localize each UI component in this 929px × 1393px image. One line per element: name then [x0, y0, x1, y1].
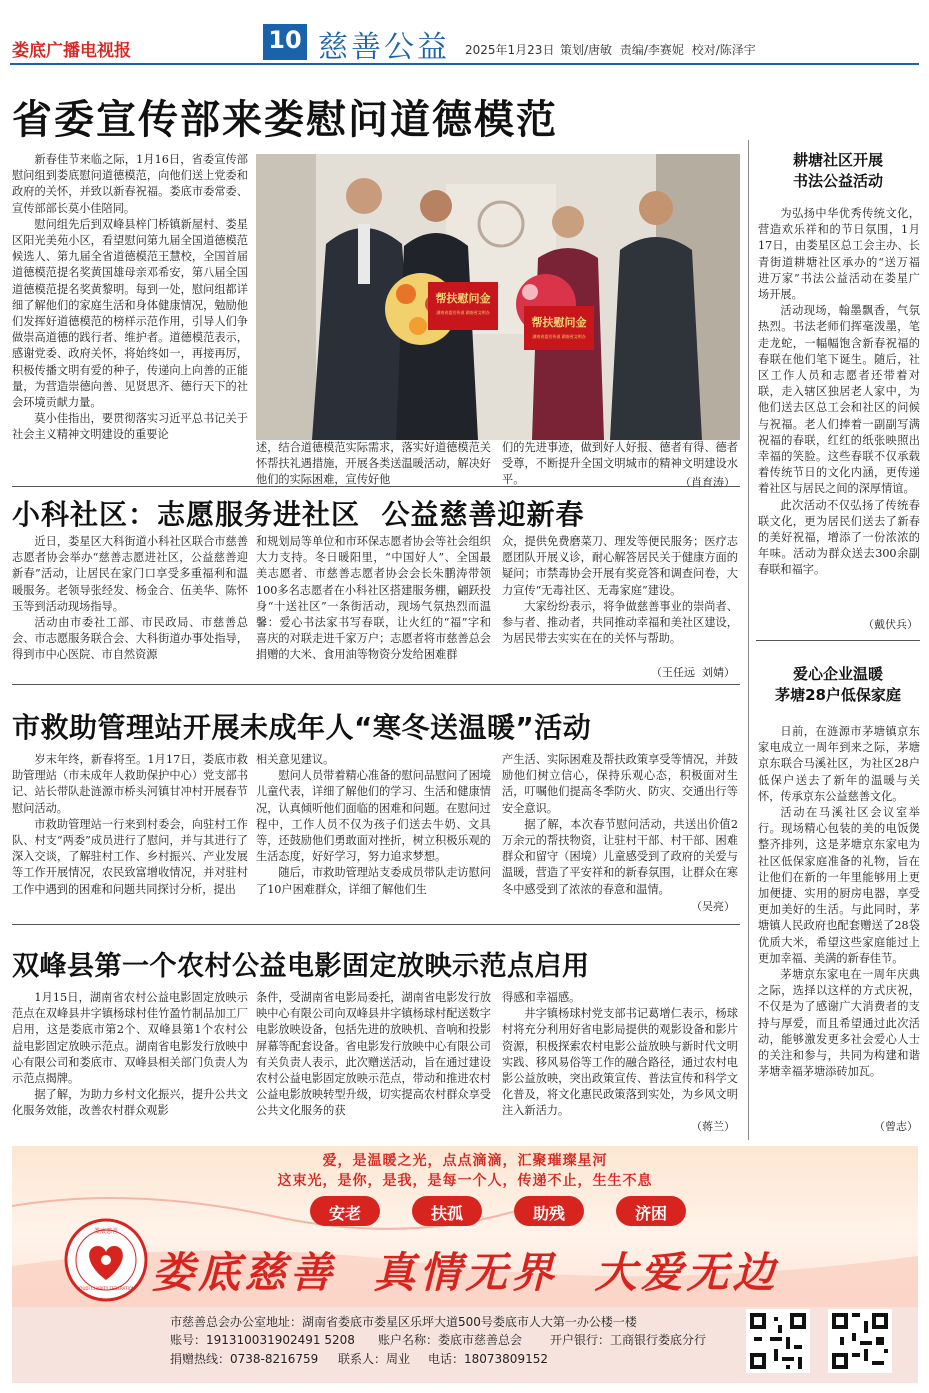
article2-column2	[256, 534, 491, 680]
info-address: 市慈善总会办公室地址：湖南省娄底市娄星区乐坪大道500号娄底市人大第一办公楼一楼	[170, 1315, 637, 1329]
article2-byline: （王任远 刘婧）	[651, 666, 735, 679]
banner-tag-label: 扶孤	[430, 1204, 463, 1223]
banner-tag-label: 安老	[328, 1204, 361, 1223]
section-title: 慈善公益	[318, 30, 450, 65]
article1-headline: 省委宣传部来娄慰问道德模范	[12, 97, 558, 143]
article1-photo	[256, 154, 740, 440]
info-hotline: 捐赠热线：0738-8216759	[170, 1352, 319, 1366]
article1-paragraph: 述，结合道德模范实际需求，落实好道德模范关怀帮扶礼遇措施，开展各类送温暖活动，解决好他们的实际困难，宣传好他	[256, 441, 491, 487]
info-phone: 电话：18073809152	[428, 1352, 548, 1366]
article3-paragraph: 据了解，本次春节慰问活动，共送出价值2万余元的帮扶物资，让驻村干部、村干部、困难群众和留守（困境）儿童感受到了政府的关爱与温暖，营造了平安祥和的新春氛围，让群众在寒冬中感受到了浓浓的春意和温情。	[502, 817, 738, 896]
article4-byline: （蒋兰）	[691, 1120, 735, 1133]
charity-banner	[12, 1146, 918, 1307]
qr-code-icon	[746, 1309, 810, 1373]
banner-line1: 爱，是温暖之光，点点滴滴，汇聚璀璨星河	[322, 1153, 608, 1169]
sidebar2-paragraph: 活动在马溪社区会议室举行。现场精心包装的美的电饭煲整齐排列，这是茅塘京东家电为社区低保家庭准备的礼物，旨在让他们在新的一年里能够用上更加便捷、实用的厨房电器，享受更加美好的生活。与此同时，茅塘镇人民政府也配套赠送了28袋优质大米，希望这些家庭能过上更加幸福、美满的新春佳节。	[758, 806, 920, 965]
banner-tag-label: 济困	[634, 1204, 667, 1223]
article2-headline: 小科社区：志愿服务进社区 公益慈善迎新春	[12, 498, 585, 531]
sidebar2-title-line1: 爱心企业温暖	[792, 665, 883, 683]
sidebar1-byline: （戴伏兵）	[863, 618, 918, 631]
article1-column2	[256, 440, 491, 490]
photo-illustration	[256, 154, 740, 440]
article4-column2	[256, 990, 491, 1136]
logo-subtext: LOUDI CHARITY FEDERATION	[77, 1286, 135, 1291]
sidebar2-paragraph: 日前，在涟源市茅塘镇京东家电成立一周年到来之际，茅塘京东联合马溪社区，为社区28户低保户送去了新年的温暖与关怀，传承京东公益慈善文化。	[758, 725, 920, 803]
sidebar1-title-line2: 书法公益活动	[792, 172, 883, 190]
info-account: 账号：191310031902491 5208	[170, 1333, 355, 1347]
sidebar1-body	[758, 206, 920, 616]
masthead	[0, 0, 929, 70]
sidebar2-paragraph: 茅塘京东家电在一周年庆典之际，选择以这样的方式庆祝，不仅是为了感谢广大消费者的支持与厚爱，而且希望通过此次活动，能够激发更多社会爱心人士的关注和参与，共同为构建和谐茅塘幸福茅塘添砖加瓦。	[758, 968, 920, 1079]
article2-paragraph: 活动由市委社工部、市民政局、市慈善总会、市志愿服务联合会、大科街道办事处指导，得到市中心医院、市自然资源	[12, 616, 248, 662]
info-account-name: 账户名称：娄底市慈善总会	[378, 1333, 523, 1347]
article4-paragraph: 条件，受湖南省电影局委托，湖南省电影发行放映中心有限公司向双峰县井字镇杨球村配送数字电影放映设备，包括先进的放映机、音响和投影屏幕等配套设备。省电影发行放映中心有限公司有关负责人表示，此次赠送活动，旨在通过建设农村公益电影固定放映示范点，带动和推进农村公益电影放映转型升级，切实提高农村群众享受公共文化服务的获	[256, 991, 491, 1118]
issue-date: 2025年1月23日	[465, 43, 555, 57]
sidebar1-paragraph: 此次活动不仅弘扬了传统春联文化，更为居民们送去了新春的美好祝福，增添了一份浓浓的年味。活动为群众送去300余副春联和福字。	[758, 498, 920, 577]
banner-tag-label: 助残	[532, 1204, 565, 1223]
logo-text: 娄底慈善	[93, 1228, 118, 1235]
article2-paragraph: 和规划局等单位和市环保志愿者协会等社会组织大力支持。冬日暖阳里，“中国好人”、全国最美志愿者、市慈善志愿者协会会长朱鹏涛带领100多名志愿者在小科社区搭建服务棚，翩跃投身“十送社区”一条街活动，现场气氛热烈而温馨：爱心书法家书写春联，让火红的“福”字和喜庆的对联走进千家万户；志愿者将市慈善总会捐赠的大米、食用油等物资分发给困难群	[256, 535, 491, 662]
sidebar1-paragraph: 活动现场，翰墨飘香，气氛热烈。书法老师们挥毫泼墨，笔走龙蛇，一幅幅饱含新春祝福的春联在他们笔下诞生。随后，社区工作人员和志愿者还带着对联，走入辖区独居老人家中，为他们送去区总工会和社区的问候与祝福。老人们捧着一副副写满祝福的春联，红红的纸张映照出幸福的笑脸。这些春联不仅承载着传统节日的文化内涵，更传递着社区与居民之间的深厚情谊。	[758, 304, 920, 496]
banner-info	[12, 1307, 918, 1383]
article2-column1	[12, 534, 248, 680]
article2-column3	[502, 534, 738, 664]
article2-paragraph: 近日，娄星区大科街道小科社区联合市慈善志愿者协会举办“慈善志愿进社区，公益慈善迎新春”活动，让居民在家门口享受多重福利和温暖服务。老领导张经发、杨金合、伍美华、陈怀玉等到活动现场指导。	[12, 535, 248, 613]
info-contact: 联系人：周业	[338, 1352, 411, 1366]
sidebar2-byline: （曾志）	[874, 1120, 918, 1133]
paper-name: 娄底广播电视报	[12, 41, 131, 61]
article1-paragraph: 们的先进事迹，做到好人好报、德者有得、德者受尊，不断提升全国文明城市的精神文明建设水平。	[502, 441, 738, 487]
banner-slogan: 娄底慈善 真情无界 大爱无边	[152, 1248, 779, 1297]
photo-sign-right: 帮扶慰问金	[531, 316, 587, 329]
article3-paragraph: 产生活、实际困难及帮扶政策享受等情况，并鼓励他们树立信心，保持乐观心态，积极面对生活，叮嘱他们提高冬季防火、防灾、交通出行等安全意识。	[502, 753, 738, 815]
article4-paragraph: 据了解，为助力乡村文化振兴，提升公共文化服务效能，改善农村群众观影	[12, 1088, 248, 1118]
photo-sign-right-sub: 湖南省委宣传部 湖南省文明办	[532, 334, 586, 339]
article1-column1	[12, 152, 248, 462]
article3-byline: （吴亮）	[691, 900, 735, 913]
article3-paragraph: 随后，市救助管理站支委成员带队走访慰问了10户困难群众，详细了解他们生	[256, 866, 491, 896]
article4-paragraph: 1月15日，湖南省农村公益电影固定放映示范点在双峰县井字镇杨球村佳竹盈竹制品加工厂启用，这是娄底市第2个、双峰县第1个农村公益电影固定放映示范点。湖南省电影发行放映中心有限公司和娄底市、双峰县相关部门负责人为示范点揭牌。	[12, 991, 248, 1086]
article3-column1	[12, 752, 248, 914]
divider	[12, 924, 740, 925]
article4-column3	[502, 990, 738, 1120]
sidebar1-title-line1: 耕塘社区开展	[792, 151, 883, 169]
sidebar1-paragraph: 为弘扬中华优秀传统文化，营造欢乐祥和的节日氛围，1月17日，由娄星区总工会主办、长青街道耕塘社区承办的“送万福进万家”书法公益活动在娄星广场开展。	[758, 207, 920, 302]
article1-paragraph: 新春佳节来临之际，1月16日，省委宣传部慰问组到娄底慰问道德模范，向他们送上党委和政府的关怀，并致以新春祝福。娄底市委常委、宣传部部长莫小佳陪同。	[12, 153, 248, 215]
sidebar2-title	[754, 664, 922, 706]
article3-column3	[502, 752, 738, 898]
qr-pattern	[746, 1309, 810, 1373]
sidebar2-body	[758, 724, 920, 1132]
article3-paragraph: 市救助管理站一行来到村委会，向驻村工作队、村支“两委”成员进行了慰问，并与其进行了深入交谈，了解驻村工作、乡村振兴、产业发展等工作开展情况，农民致富增收情况，并对驻村工作中遇到的困难和问题共同探讨分析，提出	[12, 817, 248, 896]
article4-headline: 双峰县第一个农村公益电影固定放映示范点启用	[12, 951, 590, 982]
sidebar1-title	[754, 150, 922, 192]
article1-paragraph: 慰问组先后到双峰县梓门桥镇新屋村、娄星区阳光美苑小区，看望慰问第九届全国道德模范候选人、第九届全省道德模范王慧校，全国首届道德模范提名奖黄国雄母亲邓希安，第八届全国道德模范提名奖黄黎明。每到一处，慰问组都详细了解他们的家庭生活和身体健康情况，勉励他们发挥好道德模范的榜样示范作用，引导人们争做崇高道德的践行者、维护者。道德模范表示，感谢党委、政府关怀，将始终如一，再接再厉，积极传播文明有爱的种子，传递向上向善的正能量，为营造崇德向善、见贤思齐、德行天下的社会环境贡献力量。	[12, 217, 248, 410]
article4-paragraph: 得感和幸福感。	[502, 991, 581, 1004]
article3-column2	[256, 752, 491, 914]
article1-byline: （肖育涛）	[680, 476, 735, 489]
article3-headline: 市救助管理站开展未成年人“寒冬送温暖”活动	[12, 711, 592, 744]
header-rule	[10, 63, 919, 65]
qr-code-icon	[828, 1309, 892, 1373]
charity-logo	[64, 1218, 148, 1302]
article1-paragraph: 莫小佳指出，要贯彻落实习近平总书记关于社会主义精神文明建设的重要论	[12, 412, 248, 442]
article4-column1	[12, 990, 248, 1136]
article4-paragraph: 井字镇杨球村党支部书记葛增仁表示，杨球村将充分利用好省电影局提供的观影设备和影片资源，积极探索农村电影公益放映与新时代文明实践、移风易俗等工作的融合路径，通过农村电影公益放映，突出政策宣传、普法宣传和科学文化普及，将文化惠民政策落到实处，为乡风文明注入新活力。	[502, 1007, 738, 1118]
article3-paragraph: 岁末年终，新春将至。1月17日，娄底市救助管理站（市未成年人救助保护中心）党支部书记、站长带队赴涟源市桥头河镇甘冲村开展春节慰问活动。	[12, 753, 248, 815]
info-bank: 开户银行：工商银行娄底分行	[550, 1333, 707, 1347]
divider	[12, 486, 740, 487]
page-number: 10	[268, 26, 302, 54]
sidebar2-title-line2: 茅塘28户低保家庭	[775, 686, 901, 704]
divider	[12, 684, 740, 685]
sidebar-divider	[748, 140, 749, 1140]
article2-paragraph: 大家纷纷表示，将争做慈善事业的崇尚者、参与者、推动者，共同推动幸福和美社区建设，为居民带去实实在在的关怀与帮助。	[502, 599, 738, 646]
banner-line2: 这束光，是你，是我，是每一个人，传递不止，生生不息	[277, 1173, 653, 1189]
article2-paragraph: 众，提供免费磨菜刀、理发等便民服务；医疗志愿团队开展义诊，耐心解答居民关于健康方面的疑问；市禁毒协会开展有奖竞答和调查问卷，大力宣传“无毒社区、无毒家庭”建设。	[502, 535, 738, 597]
photo-sign-left-sub: 湖南省委宣传部 湖南省文明办	[436, 310, 490, 315]
qr-pattern	[828, 1309, 892, 1373]
credits: 策划/唐敏 责编/李赛妮 校对/陈泽宇	[560, 43, 756, 57]
sidebar-rule	[756, 640, 920, 641]
article3-paragraph: 相关意见建议。	[256, 753, 335, 766]
photo-sign-left: 帮扶慰问金	[435, 292, 491, 305]
article3-paragraph: 慰问人员带着精心准备的慰问品慰问了困境儿童代表，详细了解他们的学习、生活和健康情况，认真倾听他们面临的困难和问题。在慰问过程中，工作人员不仅为孩子们送去牛奶、文具等，还鼓励他们勇敢面对挫折，树立积极乐观的生活态度，好好学习，努力追求梦想。	[256, 769, 491, 864]
